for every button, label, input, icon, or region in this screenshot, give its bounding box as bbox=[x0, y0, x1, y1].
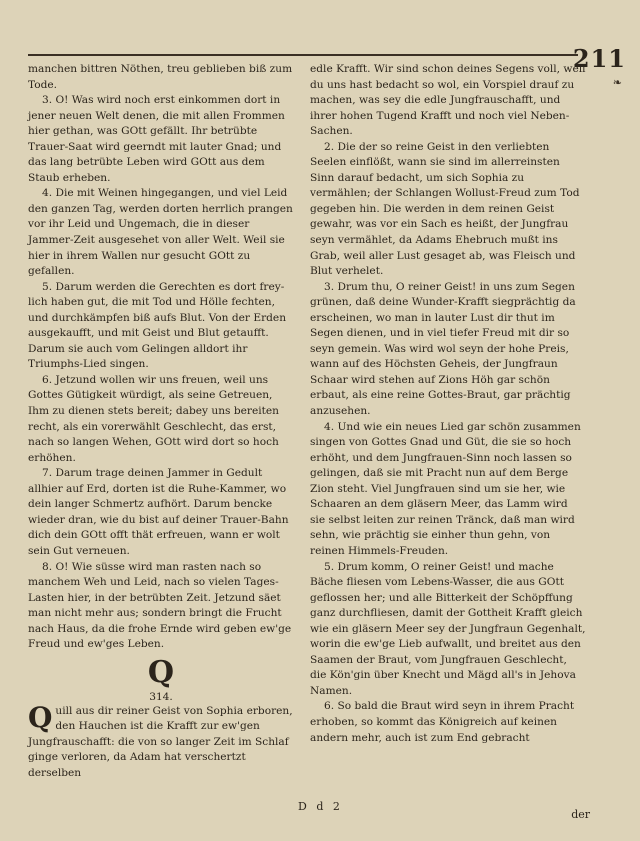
right-paragraph-5: 5. Drum komm, O reiner Geist! und mache Bäche fliesen vom Lebens-Wasser, die aus GOtt geflossen her; und alle Bitterkeit der Schöpffung ganz durchfliesen, damit der Gottheit Krafft gleich wie ein gläsern Meer sey der Jungfraun Gegenhalt, worin die ew'ge Lieb aufwallt, und breitet aus den Saamen der Braut, vom Jungfrauen Geschlecht, die Kön'gin über Knecht und Mägd all's in Jehova Namen. bbox=[310, 560, 586, 697]
hymn-first-stanza bbox=[28, 700, 294, 782]
left-paragraph-1: manchen bittren Nöthen, treu geblieben biß zum Tode. bbox=[28, 63, 293, 91]
left-paragraph-5: 6. Jetzund wollen wir uns freuen, weil uns Gottes Gütigkeit würdigt, als seine Getreuen, Ihm zu dienen stets bereit; dabey uns bereiten recht, als ein vorerwählt Geschlecht, das erst, nach so langen Wehen, GOtt wird dort so hoch erhöhen. bbox=[28, 373, 279, 464]
hymn-opening-text: uill aus dir reiner Geist von Sophia erboren, den Hauchen ist die Krafft zur ew'gen Jungfrauschafft: die von so langer Zeit im Schlaf ginge verloren, da Adam hat verschertzt derselben bbox=[28, 704, 293, 779]
right-column bbox=[310, 62, 586, 746]
right-paragraph-2: 2. Die der so reine Geist in den verliebten Seelen einflößt, wann sie sind im allerreinsten Sinn darauf bedacht, um sich Sophia zu vermählen; der Schlangen Wollust-Freud zum Tod gegeben hin. Die werden in dem reinen Geist gewahr, was vor ein Sach es heißt, der Jungfrau seyn vermählet, da Adams Ehebruch mußt ins Grab, weil aller Lust gesaget ab, was Fleisch und Blut verhelet. bbox=[310, 140, 580, 278]
right-paragraph-1: edle Krafft. Wir sind schon deines Segens voll, weil du uns hast bedacht so wol, ein Vorspiel drauf zu machen, was sey die edle Jungfrauschafft, und ihrer hohen Tugend Krafft und noch viel Neben-Sachen. bbox=[310, 63, 586, 138]
hymn-drop-cap: Q bbox=[28, 700, 53, 734]
signature-mark: D d 2 bbox=[298, 800, 343, 813]
right-paragraph-6: 6. So bald die Braut wird seyn in ihrem Pracht erhoben, so kommt das Königreich auf keinen andern mehr, auch ist zum End gebracht bbox=[310, 700, 575, 744]
header-ornament-icon: ❧ bbox=[612, 76, 622, 89]
hymn-divider-letter: Q bbox=[147, 654, 175, 690]
hymn-number: 314. bbox=[149, 690, 173, 703]
right-paragraph-4: 4. Und wie ein neues Lied gar schön zusammen singen von Gottes Gnad und Güt, die sie so hoch erhöht, und dem Jungfrauen-Sinn noch lassen so gelingen, daß sie mit Pracht nun auf dem Berge Zion steht. Viel Jungfrauen sind um sie her, wie Schaaren an dem gläsern Meer, das Lamm wird sie selbst leiten zur reinen Tränck, daß man wird sehn, wie prächtig sie einher thun gehn, von reinen Himmels-Freuden. bbox=[310, 420, 581, 557]
right-paragraph-3: 3. Drum thu, O reiner Geist! in uns zum Segen grünen, daß deine Wunder-Krafft siegprächtig da erscheinen, wo man in lauter Lust dir thut im Segen dienen, und in viel tiefer Freud mit dir so seyn gemein. Was wird wol seyn der hohe Preis, wann auf des Höchsten Geheis, der Jungfraun Schaar wird stehen auf Zions Höh gar schön erbaut, als eine reine Gottes-Braut, gar prächtig anzusehen. bbox=[310, 280, 576, 418]
left-paragraph-4: 5. Darum werden die Gerechten es dort frey-lich haben gut, die mit Tod und Hölle fechten, und durchkämpfen biß aufs Blut. Von der Erden ausgekaufft, und mit Geist und Blut getaufft. Darum sie auch vom Gelingen alldort ihr Triumphs-Lied singen. bbox=[28, 280, 287, 371]
header-rule bbox=[28, 54, 578, 56]
page-number: 211 bbox=[572, 44, 626, 73]
left-paragraph-3: 4. Die mit Weinen hingegangen, und viel Leid den ganzen Tag, werden dorten herrlich prangen vor ihr Leid und Ungemach, die in dieser Jammer-Zeit ausgesehet von aller Welt. Weil sie hier in ihrem Wallen nur gesucht GOtt zu gefallen. bbox=[28, 187, 293, 278]
left-paragraph-2: 3. O! Was wird noch erst einkommen dort in jener neuen Welt denen, die mit allen Frommen hier gethan, was GOtt gefällt. Ihr betrübte Trauer-Saat wird geerndt mit lauter Gnad; und das lang betrübte Leben wird GOtt aus dem Staub erheben. bbox=[28, 94, 285, 184]
left-column bbox=[28, 62, 294, 782]
catchword: der bbox=[571, 808, 590, 821]
left-paragraph-6: 7. Darum trage deinen Jammer in Gedult allhier auf Erd, dorten ist die Ruhe-Kammer, wo dein langer Schmertz aufhört. Darum bencke wieder dran, wie du bist auf deiner Trauer-Bahn dich dein GOtt offt thät erfreuen, wann er wolt sein Gut verneuen. bbox=[28, 467, 289, 557]
left-paragraph-7: 8. O! Wie süsse wird man rasten nach so manchem Weh und Leid, nach so vielen Tages-Lasten hier, in der betrübten Zeit. Jetzund säet man nicht mehr aus; sondern bringt die Frucht nach Haus, da die frohe Ernde wird geben ew'ge Freud und ew'ges Leben. bbox=[28, 560, 292, 651]
